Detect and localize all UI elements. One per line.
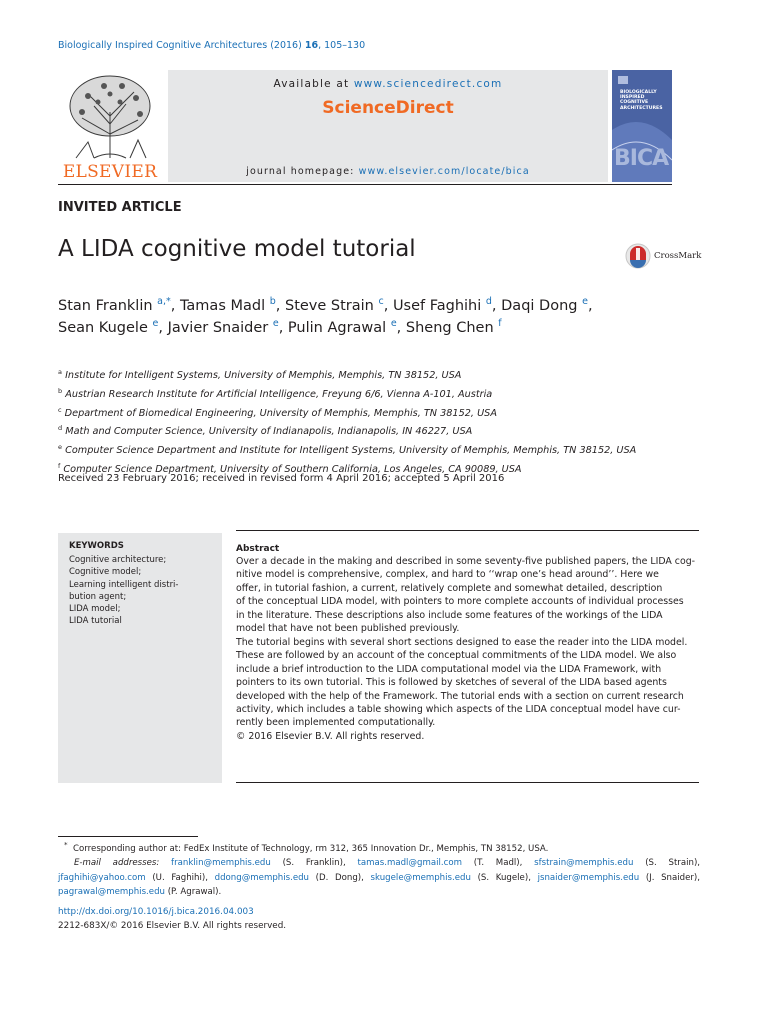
abstract-line: rently been implemented computationally. [236, 717, 436, 729]
abstract-line: Over a decade in the making and described in some seventy-five published papers, the LIDA cog- [236, 556, 696, 567]
cover-line: BIOLOGICALLY [620, 90, 657, 95]
affiliation-key: e [58, 443, 62, 452]
email-link[interactable]: jfaghihi@yahoo.com [58, 872, 146, 883]
journal-reference[interactable] [58, 40, 365, 51]
author-affiliation-mark[interactable]: b [269, 296, 276, 307]
journal-volume: 16 [304, 40, 319, 51]
asterisk-mark: * [64, 840, 68, 849]
keyword: bution agent; [69, 591, 127, 602]
abstract-line: pointers to its own tutorial. This is followed by sketches of several of the LIDA based agents [236, 677, 667, 689]
keywords-list [69, 554, 219, 628]
author[interactable] [406, 320, 502, 336]
abstract-line: These are followed by an account of the conceptual commitments of the LIDA model. We also [236, 650, 677, 662]
author-line [58, 318, 502, 336]
author[interactable] [58, 320, 168, 336]
keyword: LIDA tutorial [69, 616, 122, 627]
author-affiliation-mark[interactable]: c [378, 296, 384, 307]
author[interactable] [180, 298, 285, 314]
author-name: Daqi Dong [501, 297, 578, 314]
doi-link[interactable]: http://dx.doi.org/10.1016/j.bica.2016.04.003 [58, 907, 254, 917]
abstract-title: Abstract [236, 544, 280, 554]
author-name: Steve Strain [284, 297, 374, 314]
author-name: Pulin Agrawal [287, 319, 387, 336]
corresponding-text: Corresponding author at: FedEx Institute of Technology, rm 312, 365 Innovation Dr., Memphis, TN 38152, USA. [73, 843, 549, 854]
affiliation-text: Math and Computer Science, University of Indianapolis, Indianapolis, IN 46227, USA [65, 426, 473, 438]
journal-name: Biologically Inspired Cognitive Architectures (2016) [58, 40, 302, 51]
keyword: Cognitive architecture; [69, 555, 167, 565]
article-dates: Received 23 February 2016; received in revised form 4 April 2016; accepted 5 April 2016 [58, 473, 505, 484]
cover-line: COGNITIVE [620, 100, 649, 106]
author-separator: , [158, 319, 168, 336]
email-owner: (S. Strain), [645, 858, 701, 869]
abstract-line: in the literature. These descriptions also include some features of the workings of the LIDA [236, 609, 663, 621]
email-owner: (D. Dong), [315, 872, 364, 883]
cover-line: INSPIRED [620, 95, 645, 101]
email-owner: (U. Faghihi), [152, 872, 208, 883]
article-title: A LIDA cognitive model tutorial [58, 236, 416, 262]
elsevier-tree-icon [64, 72, 156, 162]
affiliation-text: Institute for Intelligent Systems, University of Memphis, Memphis, TN 38152, USA [65, 370, 462, 382]
available-at-line [168, 78, 608, 90]
affiliation [58, 365, 636, 384]
abstract-line: offer, in tutorial fashion, a current, relatively complete and somewhat detailed, description [236, 582, 663, 594]
author-affiliation-mark[interactable]: e [152, 318, 159, 329]
issn-copyright: 2212-683X/© 2016 Elsevier B.V. All rights reserved. [58, 921, 287, 931]
keywords-box [58, 533, 222, 783]
sciencedirect-box [168, 70, 608, 182]
author[interactable] [393, 298, 501, 314]
cover-title [620, 90, 663, 111]
sciencedirect-brand[interactable]: ScienceDirect [322, 98, 454, 118]
affiliation-text: Austrian Research Institute for Artificial Intelligence, Freyung 6/6, Vienna A-101, Austria [65, 389, 493, 401]
author-separator: , [587, 297, 593, 314]
cover-line: ARCHITECTURES [620, 105, 663, 111]
email-owner: (J. Snaider), [645, 872, 700, 883]
affiliation-key: a [58, 368, 62, 376]
email-owner: (S. Franklin), [282, 858, 346, 869]
homepage-label: journal homepage: [246, 166, 355, 177]
crossmark-label: CrossMark [654, 251, 702, 261]
author[interactable] [58, 298, 180, 314]
sciencedirect-link[interactable]: www.sciencedirect.com [353, 78, 503, 90]
keyword: Learning intelligent distri- [69, 579, 179, 590]
affiliation-text: Computer Science Department and Institute for Intelligent Systems, University of Memphis, Memphis, TN 38152, USA [65, 445, 637, 457]
email-link[interactable]: jsnaider@memphis.edu [537, 872, 640, 883]
abstract-top-rule [236, 530, 699, 531]
abstract-body [236, 555, 704, 743]
abstract-line: activity, which includes a table showing which aspects of the LIDA conceptual model have cur- [236, 703, 681, 715]
email-link[interactable]: pagrawal@memphis.edu [58, 887, 165, 898]
abstract-line: The tutorial begins with several short sections designed to ease the reader into the LIDA model. [236, 636, 688, 648]
author-separator: , [396, 319, 406, 336]
article-type: INVITED ARTICLE [58, 200, 182, 215]
email-link[interactable]: ddong@memphis.edu [214, 872, 310, 883]
journal-banner [58, 70, 714, 186]
abstract-line: nitive model is comprehensive, complex, and hard to ‘‘wrap one’s head around’’. Here we [236, 569, 659, 581]
copyright-line: © 2016 Elsevier B.V. All rights reserved. [236, 730, 425, 742]
email-addresses [58, 856, 700, 900]
banner-divider [58, 184, 672, 185]
footnote-divider [58, 836, 198, 837]
corresponding-author-note [58, 838, 700, 856]
affiliation-key: b [58, 386, 63, 395]
affiliation-key: d [58, 424, 63, 433]
keywords-title: KEYWORDS [69, 541, 124, 551]
footnotes [58, 838, 700, 900]
email-link[interactable]: skugele@memphis.edu [370, 872, 471, 883]
journal-homepage-line [168, 166, 608, 177]
journal-cover[interactable] [612, 70, 672, 182]
affiliation-text: Department of Biomedical Engineering, University of Memphis, Memphis, TN 38152, USA [64, 407, 497, 419]
author-affiliation-mark[interactable]: a,* [157, 296, 171, 307]
author-separator: , [278, 319, 288, 336]
affiliation-key: c [58, 405, 62, 414]
author[interactable] [168, 320, 288, 336]
affiliation [58, 421, 636, 440]
affiliations [58, 365, 636, 478]
available-at-label: Available at [273, 78, 350, 90]
abstract-line: model that have not been published previously. [236, 623, 460, 635]
journal-homepage-link[interactable]: www.elsevier.com/locate/bica [358, 166, 530, 177]
email-label: E-mail addresses: [74, 858, 160, 869]
author-affiliation-mark[interactable]: f [498, 318, 502, 329]
author-separator: , [275, 297, 285, 314]
author-affiliation-mark[interactable]: e [272, 318, 279, 329]
author-separator: , [383, 297, 393, 314]
author-affiliation-mark[interactable]: e [390, 318, 397, 329]
abstract-line: developed with the help of the Framework. The tutorial ends with a section on current research [236, 690, 684, 702]
email-link[interactable]: tamas.madl@gmail.com [357, 858, 462, 869]
email-owner: (S. Kugele), [477, 872, 531, 883]
author-name: Sean Kugele [58, 319, 148, 336]
author-name: Tamas Madl [179, 297, 266, 314]
affiliation [58, 403, 636, 422]
abstract-line: include a brief introduction to the LIDA computational model via the LIDA Framework, with [236, 663, 662, 675]
email-link[interactable]: sfstrain@memphis.edu [534, 858, 634, 869]
keyword: LIDA model; [69, 604, 121, 615]
abstract-line: of the conceptual LIDA model, with pointers to more complete accounts of individual processes [236, 596, 684, 608]
affiliation [58, 384, 636, 403]
author-separator: , [170, 297, 180, 314]
author-name: Usef Faghihi [392, 297, 482, 314]
elsevier-wordmark: ELSEVIER [62, 162, 158, 182]
author-name: Javier Snaider [167, 319, 269, 336]
abstract-bottom-rule [236, 782, 699, 783]
author-separator: , [491, 297, 502, 314]
cover-acronym: BICA [614, 146, 669, 171]
author-name: Sheng Chen [405, 319, 494, 336]
author-affiliation-mark[interactable]: d [485, 296, 492, 307]
affiliation-text: Computer Science Department, University of Southern California, Los Angeles, CA 90089, USA [63, 464, 522, 476]
journal-pages: , 105–130 [318, 40, 366, 51]
affiliation-key: f [58, 462, 61, 471]
email-link[interactable]: franklin@memphis.edu [171, 858, 271, 869]
affiliation [58, 440, 636, 459]
author[interactable] [501, 298, 592, 314]
keyword: Cognitive model; [69, 567, 142, 578]
author[interactable] [285, 298, 393, 314]
elsevier-logo[interactable] [58, 70, 162, 182]
email-owner: (P. Agrawal). [167, 887, 222, 898]
author-line [58, 296, 593, 314]
author[interactable] [288, 320, 406, 336]
email-owner: (T. Madl), [473, 858, 523, 869]
author-affiliation-mark[interactable]: e [582, 296, 588, 307]
author-name: Stan Franklin [58, 297, 153, 314]
